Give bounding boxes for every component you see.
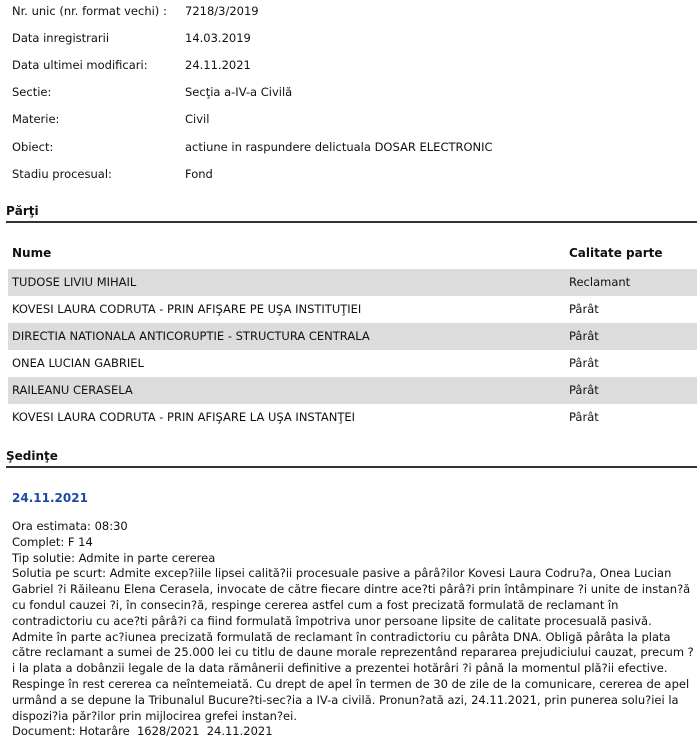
party-role: Pârât <box>569 302 599 316</box>
session-solutie: Solutia pe scurt: Admite excep?iile lipsei calită?ii procesuale pasive a pârâ?ilor Kovesi Laura Codru?a, Onea Lucian Gabriel ?i Răileanu Elena Cerasela, invocate de către fiecare dintre ace?ti pârâ?i prin întâmpinare ?i unite de instan?ă cu fondul cauzei ?i, în consecin?ă, respinge cererea astfel cum a fost precizată formulată de reclamant în contradictoriu cu ace?ti pârâ?i ca fiind formulată împotriva unor persoane lipsite de calitate procesuală pasivă. Admite în parte ac?iunea precizată formulată de reclamant în contradictoriu cu pârâta DNA. Obligă pârâta la plata către reclamant a sumei de 25.000 lei cu titlu de daune morale reprezentând repararea prejudiciului cauzat, precum ?i la plata a dobânzii legale de la data rămânerii definitive a prezentei hotărâri ?i până la momentul plă?ii efective. Respinge în rest cererea ca neîntemeiată. Cu drept de apel în termen de 30 de zile de la comunicare, cererea de apel urmând a se depune la Tribunalul Bucure?ti-sec?ia a IV-a civilă. Pronun?ată azi, 24.11.2021, prin punerea solu?iei la dispozi?ia păr?ilor prin mijlocirea grefei instan?ei. <box>12 566 694 723</box>
party-row <box>8 377 697 404</box>
party-name: ONEA LUCIAN GABRIEL <box>12 356 144 370</box>
session-details <box>12 519 694 740</box>
session-complet: Complet: F 14 <box>12 534 93 549</box>
session-ora: Ora estimata: 08:30 <box>12 519 128 533</box>
party-name: DIRECTIA NATIONALA ANTICORUPTIE - STRUCTURA CENTRALA <box>12 329 370 343</box>
column-header-nume: Nume <box>12 246 52 260</box>
sedinte-section-title: Şedinţe <box>6 449 58 463</box>
info-value: 24.11.2021 <box>185 58 251 72</box>
info-label: Sectie: <box>12 85 52 99</box>
info-label: Stadiu procesual: <box>12 167 112 181</box>
info-label: Nr. unic (nr. format vechi) : <box>12 4 167 18</box>
session-tip-solutie: Tip solutie: Admite in parte cererea <box>12 550 216 565</box>
info-value: 14.03.2019 <box>185 31 251 45</box>
info-value: Fond <box>185 167 213 181</box>
party-role: Pârât <box>569 329 599 343</box>
info-value: Secţia a-IV-a Civilă <box>185 85 293 99</box>
party-row <box>8 296 697 323</box>
party-row <box>8 323 697 350</box>
party-name: KOVESI LAURA CODRUTA - PRIN AFIŞARE PE UŞA INSTITUŢIEI <box>12 302 362 316</box>
parties-table-header <box>8 243 697 265</box>
info-value: Civil <box>185 112 210 126</box>
party-row <box>8 404 697 431</box>
party-name: RAILEANU CERASELA <box>12 383 133 397</box>
column-header-calitate: Calitate parte <box>569 246 663 260</box>
parti-section-divider <box>6 221 697 223</box>
sedinte-section-divider <box>6 466 697 468</box>
party-row <box>8 350 697 377</box>
info-label: Materie: <box>12 112 60 126</box>
party-name: TUDOSE LIVIU MIHAIL <box>12 275 137 289</box>
party-role: Pârât <box>569 410 599 424</box>
session-date: 24.11.2021 <box>12 491 88 505</box>
party-role: Pârât <box>569 383 599 397</box>
info-label: Obiect: <box>12 140 54 154</box>
party-role: Reclamant <box>569 275 631 289</box>
info-label: Data ultimei modificari: <box>12 58 148 72</box>
party-row <box>8 269 697 296</box>
party-role: Pârât <box>569 356 599 370</box>
info-value: actiune in raspundere delictuala DOSAR ELECTRONIC <box>185 140 493 154</box>
party-name: KOVESI LAURA CODRUTA - PRIN AFIŞARE LA UŞA INSTANŢEI <box>12 410 356 424</box>
info-value: 7218/3/2019 <box>185 4 259 18</box>
info-label: Data inregistrarii <box>12 31 110 45</box>
session-document: Document: Hotarâre 1628/2021 24.11.2021 <box>12 724 273 739</box>
parti-section-title: Părţi <box>6 204 39 218</box>
